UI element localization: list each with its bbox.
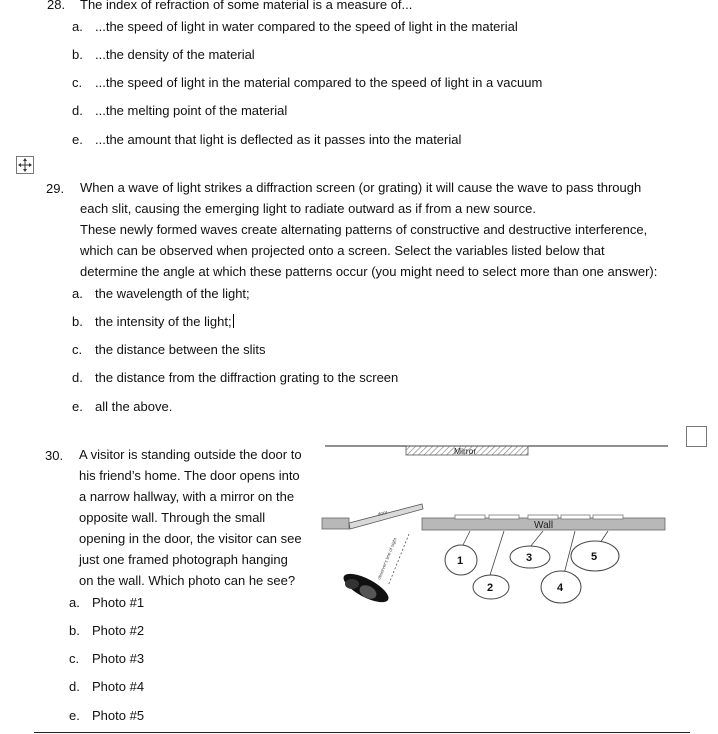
photo-4-label: 4 bbox=[557, 582, 564, 594]
q30-option-e[interactable]: Photo #5 bbox=[92, 708, 145, 723]
photo-2-label: 2 bbox=[487, 582, 494, 594]
q28-stem: The index of refraction of some material is a measure of... bbox=[80, 0, 413, 12]
photo-1-callout bbox=[445, 545, 477, 575]
wall-label: Wall bbox=[534, 520, 554, 531]
frame-5 bbox=[593, 515, 623, 519]
mirror-label: Mirror bbox=[454, 446, 477, 456]
q30-option-d[interactable]: Photo #4 bbox=[92, 679, 145, 694]
four-arrows-icon bbox=[18, 158, 32, 172]
left-wall-segment bbox=[322, 518, 349, 529]
bottom-rule bbox=[34, 732, 690, 733]
photo-5-callout bbox=[571, 541, 619, 571]
q30-stem-line-1: A visitor is standing outside the door to bbox=[79, 447, 302, 462]
q29-stem-line-4: which can be observed when projected onto a screen. Select the variables listed below that bbox=[80, 243, 605, 258]
frame-1 bbox=[455, 515, 485, 519]
q28-number: 28. bbox=[47, 0, 66, 12]
q30-option-a[interactable]: Photo #1 bbox=[92, 595, 145, 610]
q29-stem-line-3: These newly formed waves create alternating patterns of constructive and destructive interference, bbox=[80, 222, 648, 237]
text-caret bbox=[233, 314, 234, 328]
q30-option-a-letter: a. bbox=[69, 595, 80, 610]
q28-option-a[interactable]: ...the speed of light in water compared to the speed of light in the material bbox=[95, 19, 518, 34]
q30-option-d-letter: d. bbox=[69, 679, 80, 694]
q30-stem-line-3: a narrow hallway, with a mirror on the bbox=[79, 489, 295, 504]
q30-option-e-letter: e. bbox=[69, 708, 80, 723]
frame-4 bbox=[561, 515, 590, 519]
door-label: door bbox=[377, 509, 389, 518]
q29-option-e[interactable]: all the above. bbox=[95, 399, 173, 414]
q28-option-e[interactable]: ...the amount that light is deflected as it passes into the material bbox=[95, 132, 462, 147]
q29-option-c-letter: c. bbox=[72, 342, 83, 357]
q30-option-c-letter: c. bbox=[69, 651, 80, 666]
photo-3-label: 3 bbox=[526, 552, 533, 564]
q28-option-c[interactable]: ...the speed of light in the material compared to the speed of light in a vacuum bbox=[95, 75, 543, 90]
answer-checkbox[interactable] bbox=[686, 426, 707, 447]
line-of-sight-label: observer's line of sight bbox=[376, 537, 398, 581]
q29-option-d[interactable]: the distance from the diffraction grating to the screen bbox=[95, 370, 399, 385]
q29-stem-line-1: When a wave of light strikes a diffraction screen (or grating) it will cause the wave to pass through bbox=[80, 180, 642, 195]
frame-3 bbox=[528, 515, 558, 519]
frame-2 bbox=[489, 515, 519, 519]
q30-option-c[interactable]: Photo #3 bbox=[92, 651, 145, 666]
q30-number: 30. bbox=[45, 448, 64, 463]
q29-option-e-letter: e. bbox=[72, 399, 83, 414]
q29-stem-line-2: each slit, causing the emerging light to radiate outward as if from a new source. bbox=[80, 201, 536, 216]
q30-stem-line-7: on the wall. Which photo can he see? bbox=[79, 573, 296, 588]
q30-stem-line-6: just one framed photograph hanging bbox=[79, 552, 288, 567]
q29-option-d-letter: d. bbox=[72, 370, 83, 385]
q29-stem-line-5: determine the angle at which these patterns occur (you might need to select more than one answer): bbox=[80, 264, 658, 279]
q30-stem-line-5: opening in the door, the visitor can see bbox=[79, 531, 302, 546]
q29-option-b-text: the intensity of the light; bbox=[95, 314, 232, 329]
photo-5-label: 5 bbox=[591, 551, 598, 563]
photo-4-callout bbox=[541, 571, 581, 603]
photo-1-label: 1 bbox=[457, 555, 464, 567]
q29-option-a[interactable]: the wavelength of the light; bbox=[95, 286, 250, 301]
q28-option-b-letter: b. bbox=[72, 47, 83, 62]
photo-3-callout bbox=[510, 546, 550, 568]
q30-stem-line-2: his friend’s home. The door opens into bbox=[79, 468, 300, 483]
visitor-figure bbox=[340, 568, 393, 607]
q28-option-d-letter: d. bbox=[72, 103, 83, 118]
q29-number: 29. bbox=[46, 181, 65, 196]
door-shape bbox=[349, 504, 423, 529]
q28-option-d[interactable]: ...the melting point of the material bbox=[95, 103, 288, 118]
q28-option-a-letter: a. bbox=[72, 19, 83, 34]
photo-2-callout bbox=[473, 575, 509, 599]
q28-option-e-letter: e. bbox=[72, 132, 83, 147]
hallway-mirror-diagram bbox=[318, 436, 672, 616]
q30-option-b-letter: b. bbox=[69, 623, 80, 638]
q29-option-b-letter: b. bbox=[72, 314, 83, 329]
q29-option-c[interactable]: the distance between the slits bbox=[95, 342, 266, 357]
q30-stem-line-4: opposite wall. Through the small bbox=[79, 510, 266, 525]
q28-option-c-letter: c. bbox=[72, 75, 83, 90]
q30-stem bbox=[79, 444, 302, 591]
move-handle-icon[interactable] bbox=[16, 156, 34, 174]
q28-option-b[interactable]: ...the density of the material bbox=[95, 47, 255, 62]
q29-option-b[interactable] bbox=[95, 314, 234, 329]
q29-stem bbox=[80, 177, 657, 282]
q29-option-a-letter: a. bbox=[72, 286, 83, 301]
q30-option-b[interactable]: Photo #2 bbox=[92, 623, 145, 638]
